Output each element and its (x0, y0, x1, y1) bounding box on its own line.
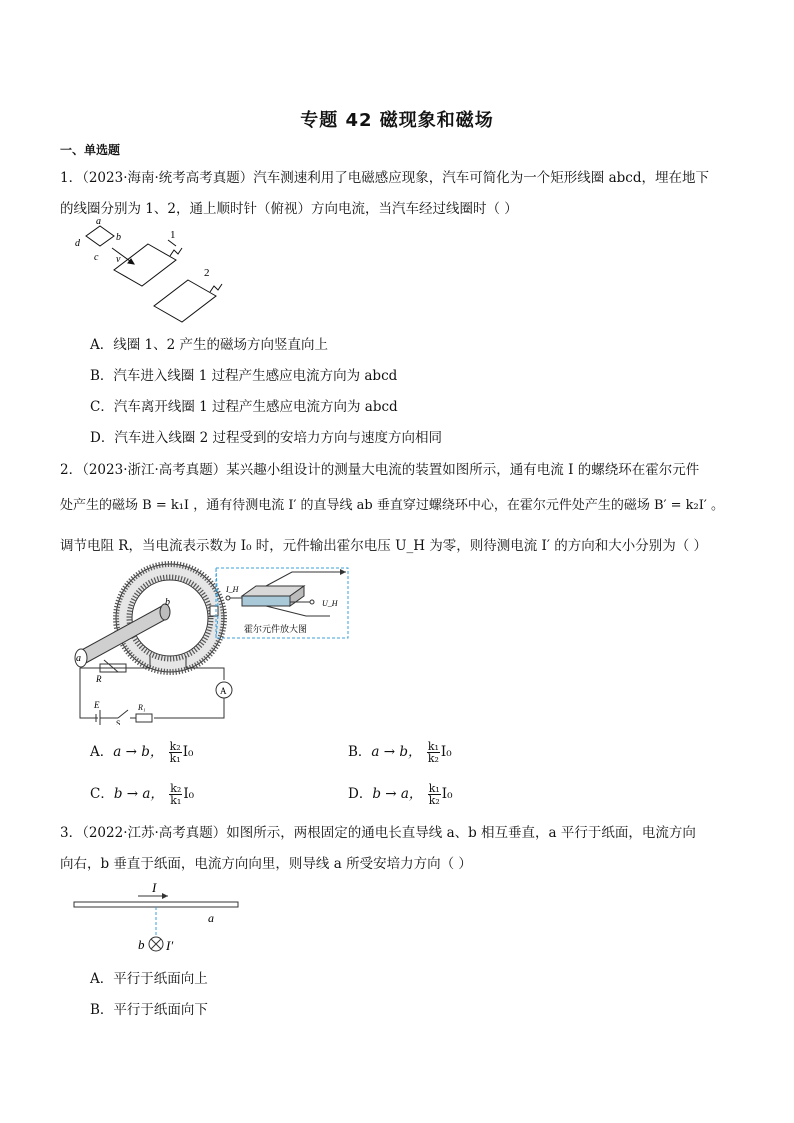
label-coil2: 2 (204, 267, 210, 279)
label-R1: R₁ (138, 703, 146, 712)
label-Iprime: I′ (166, 938, 174, 953)
option-fraction: $\frac{\text{k₁}}{\text{k₂}}$ (427, 740, 439, 765)
wire-a (74, 902, 238, 907)
option-direction: a → b， (113, 744, 164, 760)
label-a: a (76, 653, 81, 664)
q2-option-b[interactable] (348, 740, 452, 764)
label-I: I (152, 880, 157, 895)
option-label: B． (348, 744, 372, 760)
option-fraction: $\frac{\text{k₂}}{\text{k₁}}$ (169, 740, 181, 765)
q3-stem-line2: 向右，b 垂直于纸面，电流方向向里，则导线 a 所受安培力方向（ ） (60, 856, 472, 872)
option-current: I₀ (182, 744, 194, 760)
q1-option-d[interactable]: D．汽车进入线圈 2 过程受到的安培力方向与速度方向相同 (90, 430, 442, 446)
label-d: d (75, 238, 80, 249)
q2-stem-line1: 2．（2023·浙江·高考真题）某兴趣小组设计的测量大电流的装置如图所示，通有电流 I 的螺绕环在霍尔元件 (60, 462, 700, 478)
q2-stem-line3: 调节电阻 R，当电流表示数为 I₀ 时，元件输出霍尔电压 U_H 为零，则待测电流 I′ 的方向和大小分别为（ ） (60, 538, 708, 554)
page-title: 专题 42 磁现象和磁场 (300, 110, 494, 131)
option-fraction: $\frac{\text{k₁}}{\text{k₂}}$ (428, 782, 440, 807)
label-a: a (96, 218, 101, 227)
q1-stem-line1: 1．（2023·海南·统考高考真题）汽车测速利用了电磁感应现象，汽车可简化为一个矩形线圈 abcd，埋在地下 (60, 170, 709, 186)
option-direction: b → a， (113, 786, 164, 802)
option-direction: a → b， (371, 744, 422, 760)
q2-apparatus-figure (66, 560, 356, 725)
zoom-caption: 霍尔元件放大图 (244, 624, 308, 634)
label-E: E (94, 700, 100, 710)
label-a: a (208, 911, 214, 925)
q2-option-a[interactable] (90, 740, 193, 764)
coil-1 (114, 244, 176, 286)
label-coil1: 1 (170, 229, 176, 241)
q3-stem-line1: 3．（2022·江苏·高考真题）如图所示，两根固定的通电长直导线 a、b 相互垂直，a 平行于纸面，电流方向 (60, 825, 696, 841)
label-b: b (138, 937, 145, 952)
label-UH: U_H (322, 599, 338, 608)
q3-option-a[interactable]: A．平行于纸面向上 (90, 971, 208, 987)
coil-2 (154, 280, 216, 322)
q1-option-c[interactable]: C．汽车离开线圈 1 过程产生感应电流方向为 abcd (90, 399, 398, 415)
ammeter-label: A (220, 686, 227, 696)
option-fraction: $\frac{\text{k₂}}{\text{k₁}}$ (170, 782, 182, 807)
option-direction: b → a， (372, 786, 423, 802)
label-b: b (116, 232, 121, 243)
option-label: D． (348, 786, 373, 802)
q2-option-d[interactable] (348, 782, 453, 806)
option-current: I₀ (441, 786, 453, 802)
option-current: I₀ (440, 744, 452, 760)
label-S: S (116, 719, 121, 725)
q3-wires-figure (70, 878, 250, 958)
option-current: I₀ (183, 786, 195, 802)
section-heading: 一、单选题 (60, 143, 121, 157)
q1-option-a[interactable]: A．线圈 1、2 产生的磁场方向竖直向上 (90, 337, 329, 353)
car-loop (86, 226, 114, 246)
label-b: b (165, 597, 170, 608)
q3-option-b[interactable]: B．平行于纸面向下 (90, 1002, 208, 1018)
option-label: A． (90, 744, 114, 760)
label-R: R (96, 674, 102, 684)
q1-coil-figure (70, 218, 230, 328)
q2-option-c[interactable] (90, 782, 194, 806)
q1-stem-line2: 的线圈分别为 1、2，通上顺时针（俯视）方向电流，当汽车经过线圈时（ ） (60, 201, 518, 217)
option-label: C． (90, 786, 114, 802)
label-v: v (116, 254, 121, 265)
label-c: c (94, 252, 99, 263)
label-IH: I_H (226, 585, 239, 594)
q1-option-b[interactable]: B．汽车进入线圈 1 过程产生感应电流方向为 abcd (90, 368, 398, 384)
q2-stem-line2: 处产生的磁场 B = k₁I ，通有待测电流 I′ 的直导线 ab 垂直穿过螺绕环中心，在霍尔元件处产生的磁场 B′ = k₂I′ 。 (60, 498, 724, 513)
